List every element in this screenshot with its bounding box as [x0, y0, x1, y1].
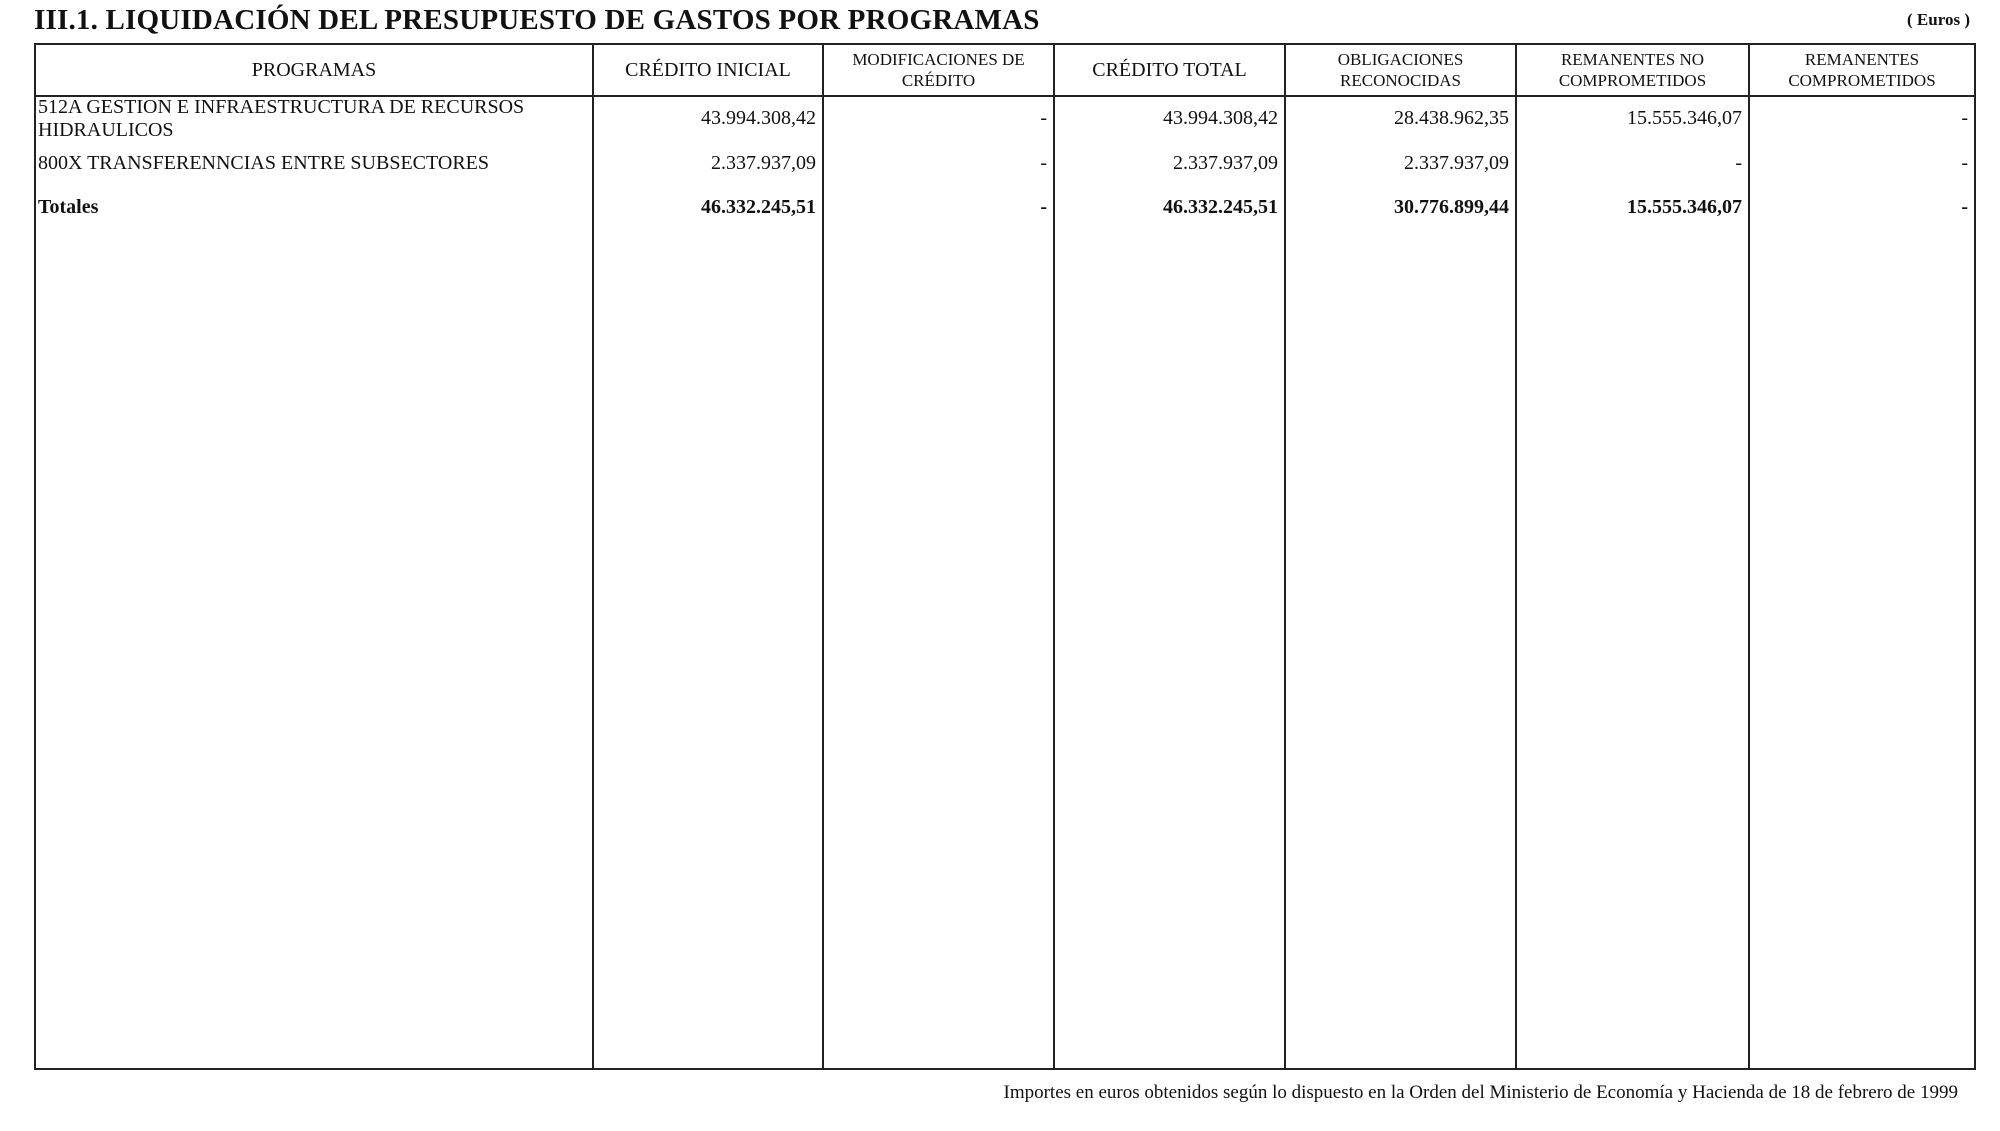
row-remanentes-no: 15.555.346,07	[1627, 107, 1742, 129]
row-obligaciones: 28.438.962,35	[1394, 107, 1509, 129]
totals-obligaciones: 30.776.899,44	[1394, 196, 1509, 218]
row-programa: 800X TRANSFERENNCIAS ENTRE SUBSECTORES	[38, 152, 489, 174]
units-label: ( Euros )	[1907, 10, 1970, 29]
row-remanentes-comp: -	[1961, 107, 1968, 129]
header-remanentes-comp: REMANENTES COMPROMETIDOS	[1788, 50, 1936, 90]
totals-label: Totales	[38, 196, 99, 218]
totals-remanentes-comp: -	[1961, 196, 1968, 218]
row-credito-total: 43.994.308,42	[1163, 107, 1278, 129]
row-credito-inicial: 2.337.937,09	[711, 152, 816, 174]
row-obligaciones: 2.337.937,09	[1404, 152, 1509, 174]
footer-note: Importes en euros obtenidos según lo dispuesto en la Orden del Ministerio de Economía y Hacienda de 18 de febrero de 1999	[1003, 1082, 1958, 1103]
row-remanentes-no: -	[1735, 152, 1742, 174]
header-credito-total: CRÉDITO TOTAL	[1092, 58, 1247, 81]
totals-modificaciones: -	[1040, 196, 1047, 218]
row-credito-total: 2.337.937,09	[1173, 152, 1278, 174]
header-credito-inicial: CRÉDITO INICIAL	[625, 58, 791, 81]
totals-remanentes-no: 15.555.346,07	[1627, 196, 1742, 218]
row-programa: 512A GESTION E INFRAESTRUCTURA DE RECURSOS HIDRAULICOS	[38, 96, 525, 141]
header-remanentes-no: REMANENTES NO COMPROMETIDOS	[1558, 50, 1707, 90]
row-remanentes-comp: -	[1961, 152, 1968, 174]
row-credito-inicial: 43.994.308,42	[701, 107, 816, 129]
header-programas: PROGRAMAS	[251, 58, 377, 81]
row-modificaciones: -	[1040, 152, 1047, 174]
header-obligaciones: OBLIGACIONES RECONOCIDAS	[1337, 50, 1464, 90]
page-title: III.1. LIQUIDACIÓN DEL PRESUPUESTO DE GASTOS POR PROGRAMAS	[34, 4, 1040, 36]
totals-credito-inicial: 46.332.245,51	[701, 196, 816, 218]
header-modificaciones: MODIFICACIONES DE CRÉDITO	[852, 50, 1025, 90]
row-modificaciones: -	[1040, 107, 1047, 129]
totals-credito-total: 46.332.245,51	[1163, 196, 1278, 218]
